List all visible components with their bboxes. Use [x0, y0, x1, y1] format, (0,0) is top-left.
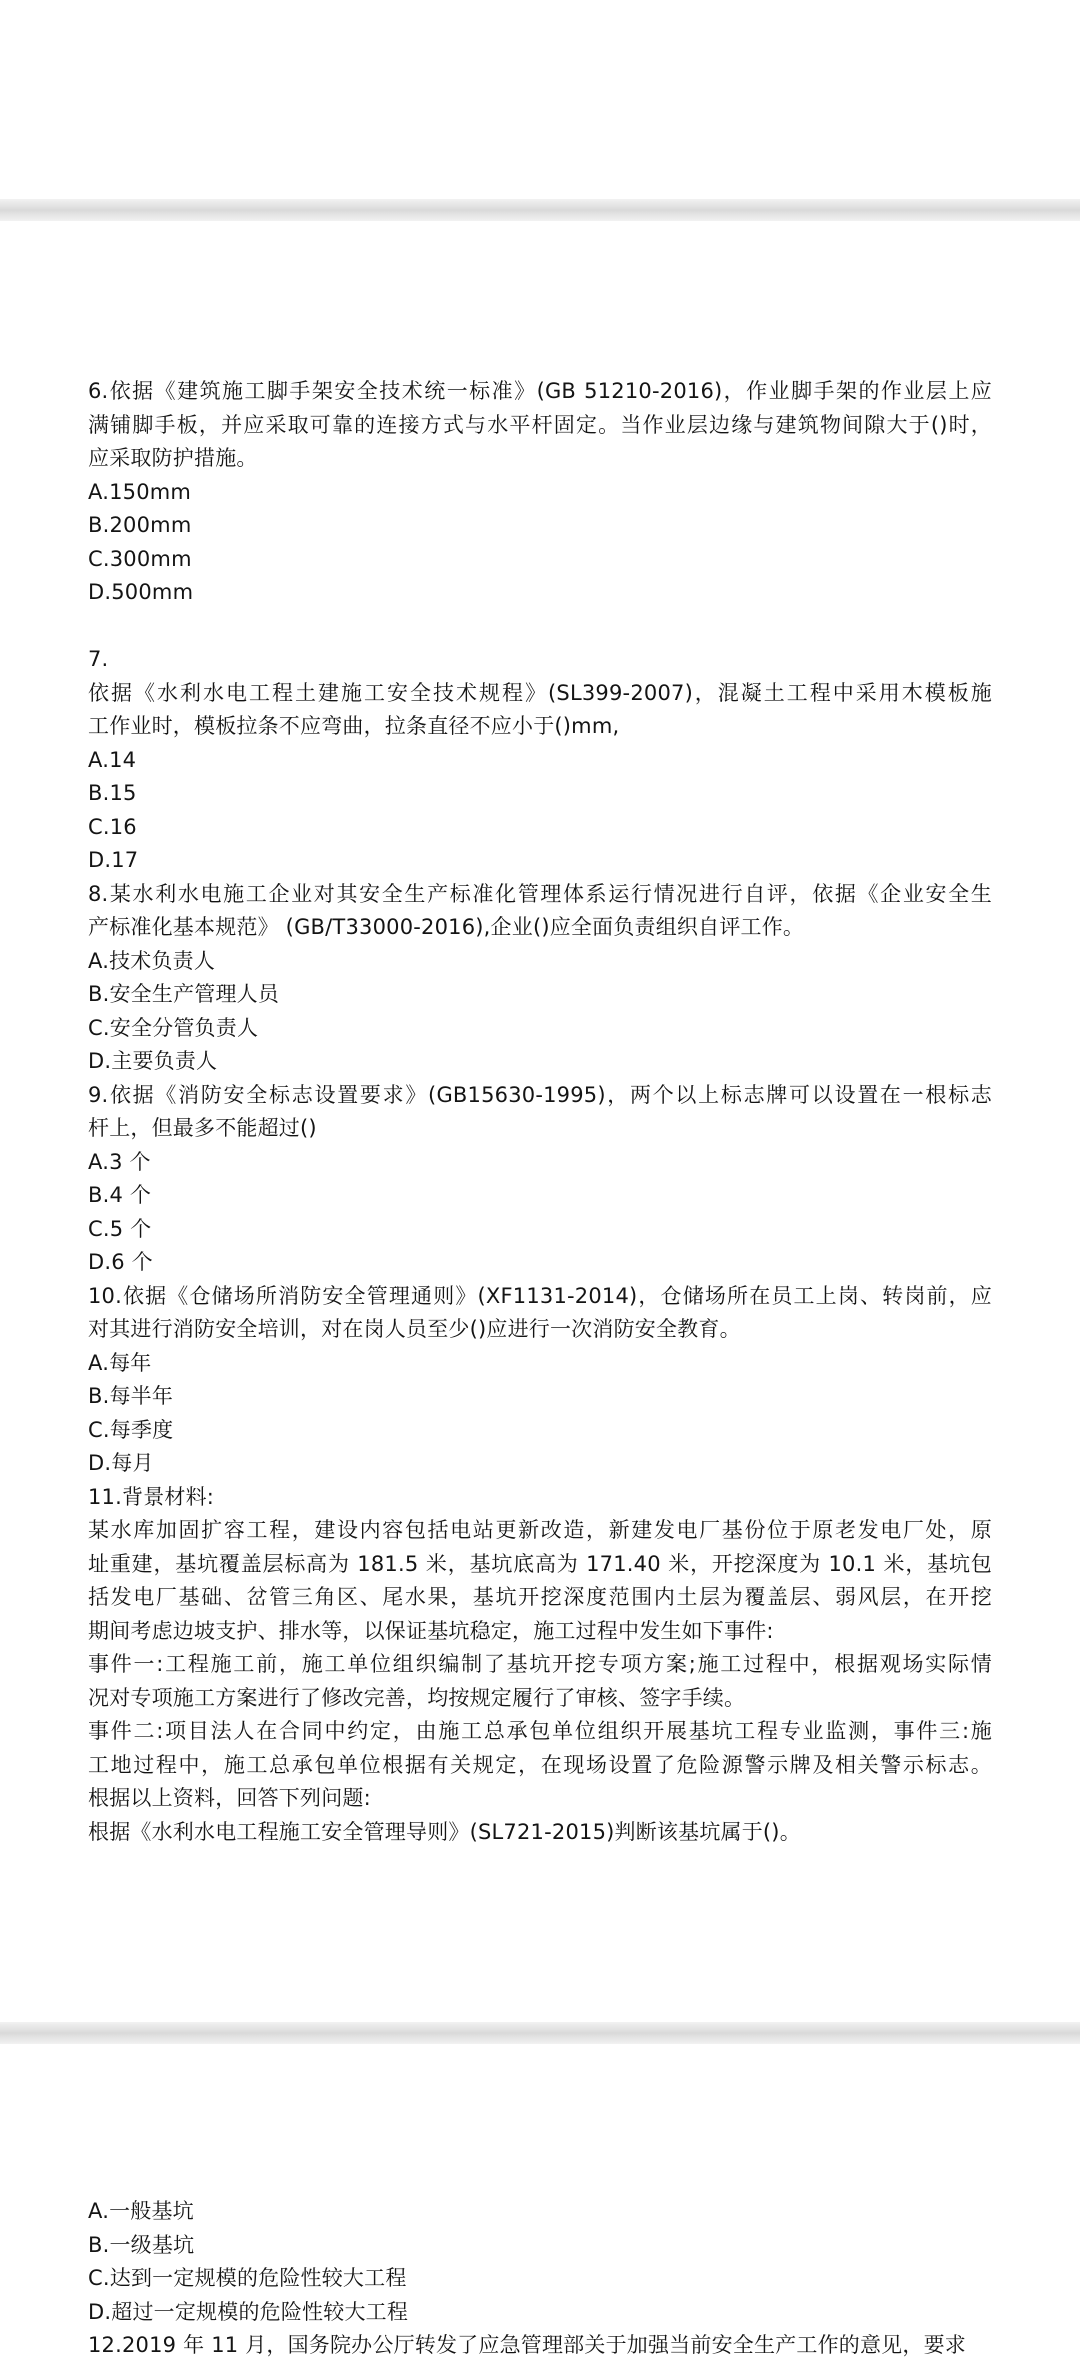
question-12-partial-line: 12.2019 年 11 月，国务院办公厅转发了应急管理部关于加强当前安全生产工作的意见，要求 [88, 2333, 966, 2357]
question-9-option-d: D.6 个 [88, 1250, 153, 1274]
question-11-line-3: 址重建，基坑覆盖层标高为 181.5 米，基坑底高为 171.40 米，开挖深度为 10.1 米，基坑包 [88, 1551, 992, 1576]
question-11-option-c: C.达到一定规模的危险性较大工程 [88, 2266, 407, 2290]
question-6-option-a: A.150mm [88, 479, 192, 504]
question-8-stem-line-2: 产标准化基本规范》 (GB/T33000-2016),企业()应全面负责组织自评工作。 [88, 915, 805, 939]
question-11-line-6: 事件一:工程施工前，施工单位组织编制了基坑开挖专项方案;施工过程中，根据观场实际情 [88, 1652, 992, 1676]
question-6-stem-line-3: 应采取防护措施。 [88, 446, 258, 470]
page-2-content [88, 2195, 992, 2363]
question-11-line-2: 某水库加固扩容工程，建设内容包括电站更新改造，新建发电厂基份位于原老发电厂处，原 [88, 1518, 992, 1542]
question-7-stem-line-1: 依据《水利水电工程土建施工安全技术规程》(SL399-2007)，混凝土工程中采用木模板施 [88, 680, 992, 705]
question-11-line-10: 根据以上资料，回答下列问题: [88, 1786, 371, 1810]
question-7-stem-line-2: 工作业时，模板拉条不应弯曲，拉条直径不应小于()mm, [88, 714, 620, 738]
question-11-line-4: 括发电厂基础、岔管三角区、尾水果，基坑开挖深度范围内土层为覆盖层、弱风层，在开挖 [88, 1585, 992, 1609]
question-10-option-d: D.每月 [88, 1451, 154, 1475]
question-11-option-a: A.一般基坑 [88, 2199, 194, 2223]
question-7-number: 7. [88, 647, 109, 671]
question-11-option-b: B.一级基坑 [88, 2232, 195, 2257]
question-11-line-7: 况对专项施工方案进行了修改完善，均按规定履行了审核、签字手续。 [88, 1685, 746, 1710]
question-9-stem-line-2: 杆上，但最多不能超过() [88, 1116, 317, 1140]
question-10-option-a: A.每年 [88, 1350, 152, 1375]
question-11-option-d: D.超过一定规模的危险性较大工程 [88, 2299, 409, 2324]
question-6-option-b: B.200mm [88, 513, 192, 537]
page-1-content [88, 375, 992, 1849]
question-8-option-b: B.安全生产管理人员 [88, 982, 280, 1006]
question-10-option-c: C.每季度 [88, 1417, 174, 1442]
question-7-option-c: C.16 [88, 814, 137, 839]
question-11-heading: 11.背景材料: [88, 1484, 215, 1509]
question-9-option-b: B.4 个 [88, 1183, 152, 1207]
question-11-line-5: 期间考虑边坡支护、排水等，以保证基坑稳定，施工过程中发生如下事件: [88, 1618, 774, 1643]
question-10-stem-line-1: 10.依据《仓储场所消防安全管理通则》(XF1131-2014)，仓储场所在员工上岗、转岗前，应 [88, 1283, 992, 1308]
question-6-stem-line-1: 6.依据《建筑施工脚手架安全技术统一标准》(GB 51210-2016)，作业脚手架的作业层上应 [88, 379, 992, 403]
question-11-line-8: 事件二:项目法人在合同中约定，由施工总承包单位组织开展基坑工程专业监测，事件三:施 [88, 1719, 992, 1743]
question-9-option-c: C.5 个 [88, 1216, 152, 1241]
question-7-option-d: D.17 [88, 848, 139, 872]
question-10-option-b: B.每半年 [88, 1384, 174, 1408]
question-8-option-d: D.主要负责人 [88, 1049, 218, 1073]
question-6-stem-line-2: 满铺脚手板，并应采取可靠的连接方式与水平杆固定。当作业层边缘与建筑物间隙大于()时， [88, 412, 992, 437]
question-6-option-c: C.300mm [88, 546, 192, 571]
question-7-option-b: B.15 [88, 781, 137, 805]
question-7-option-a: A.14 [88, 747, 137, 772]
question-8-option-c: C.安全分管负责人 [88, 1015, 259, 1040]
question-9-option-a: A.3 个 [88, 1149, 151, 1174]
question-6-option-d: D.500mm [88, 580, 194, 604]
page-separator-top [0, 199, 1080, 221]
question-8-option-a: A.技术负责人 [88, 948, 216, 973]
question-8-stem-line-1: 8.某水利水电施工企业对其安全生产标准化管理体系运行情况进行自评，依据《企业安全生 [88, 881, 992, 906]
question-9-stem-line-1: 9.依据《消防安全标志设置要求》(GB15630-1995)，两个以上标志牌可以设置在一根标志 [88, 1082, 992, 1107]
question-11-line-9: 工地过程中，施工总承包单位根据有关规定，在现场设置了危险源警示牌及相关警示标志。 [88, 1752, 992, 1777]
question-10-stem-line-2: 对其进行消防安全培训，对在岗人员至少()应进行一次消防安全教育。 [88, 1317, 741, 1341]
question-11-question: 根据《水利水电工程施工安全管理导则》(SL721-2015)判断该基坑属于()。 [88, 1819, 801, 1844]
blank-line [88, 610, 992, 644]
page-separator-bottom [0, 2022, 1080, 2044]
